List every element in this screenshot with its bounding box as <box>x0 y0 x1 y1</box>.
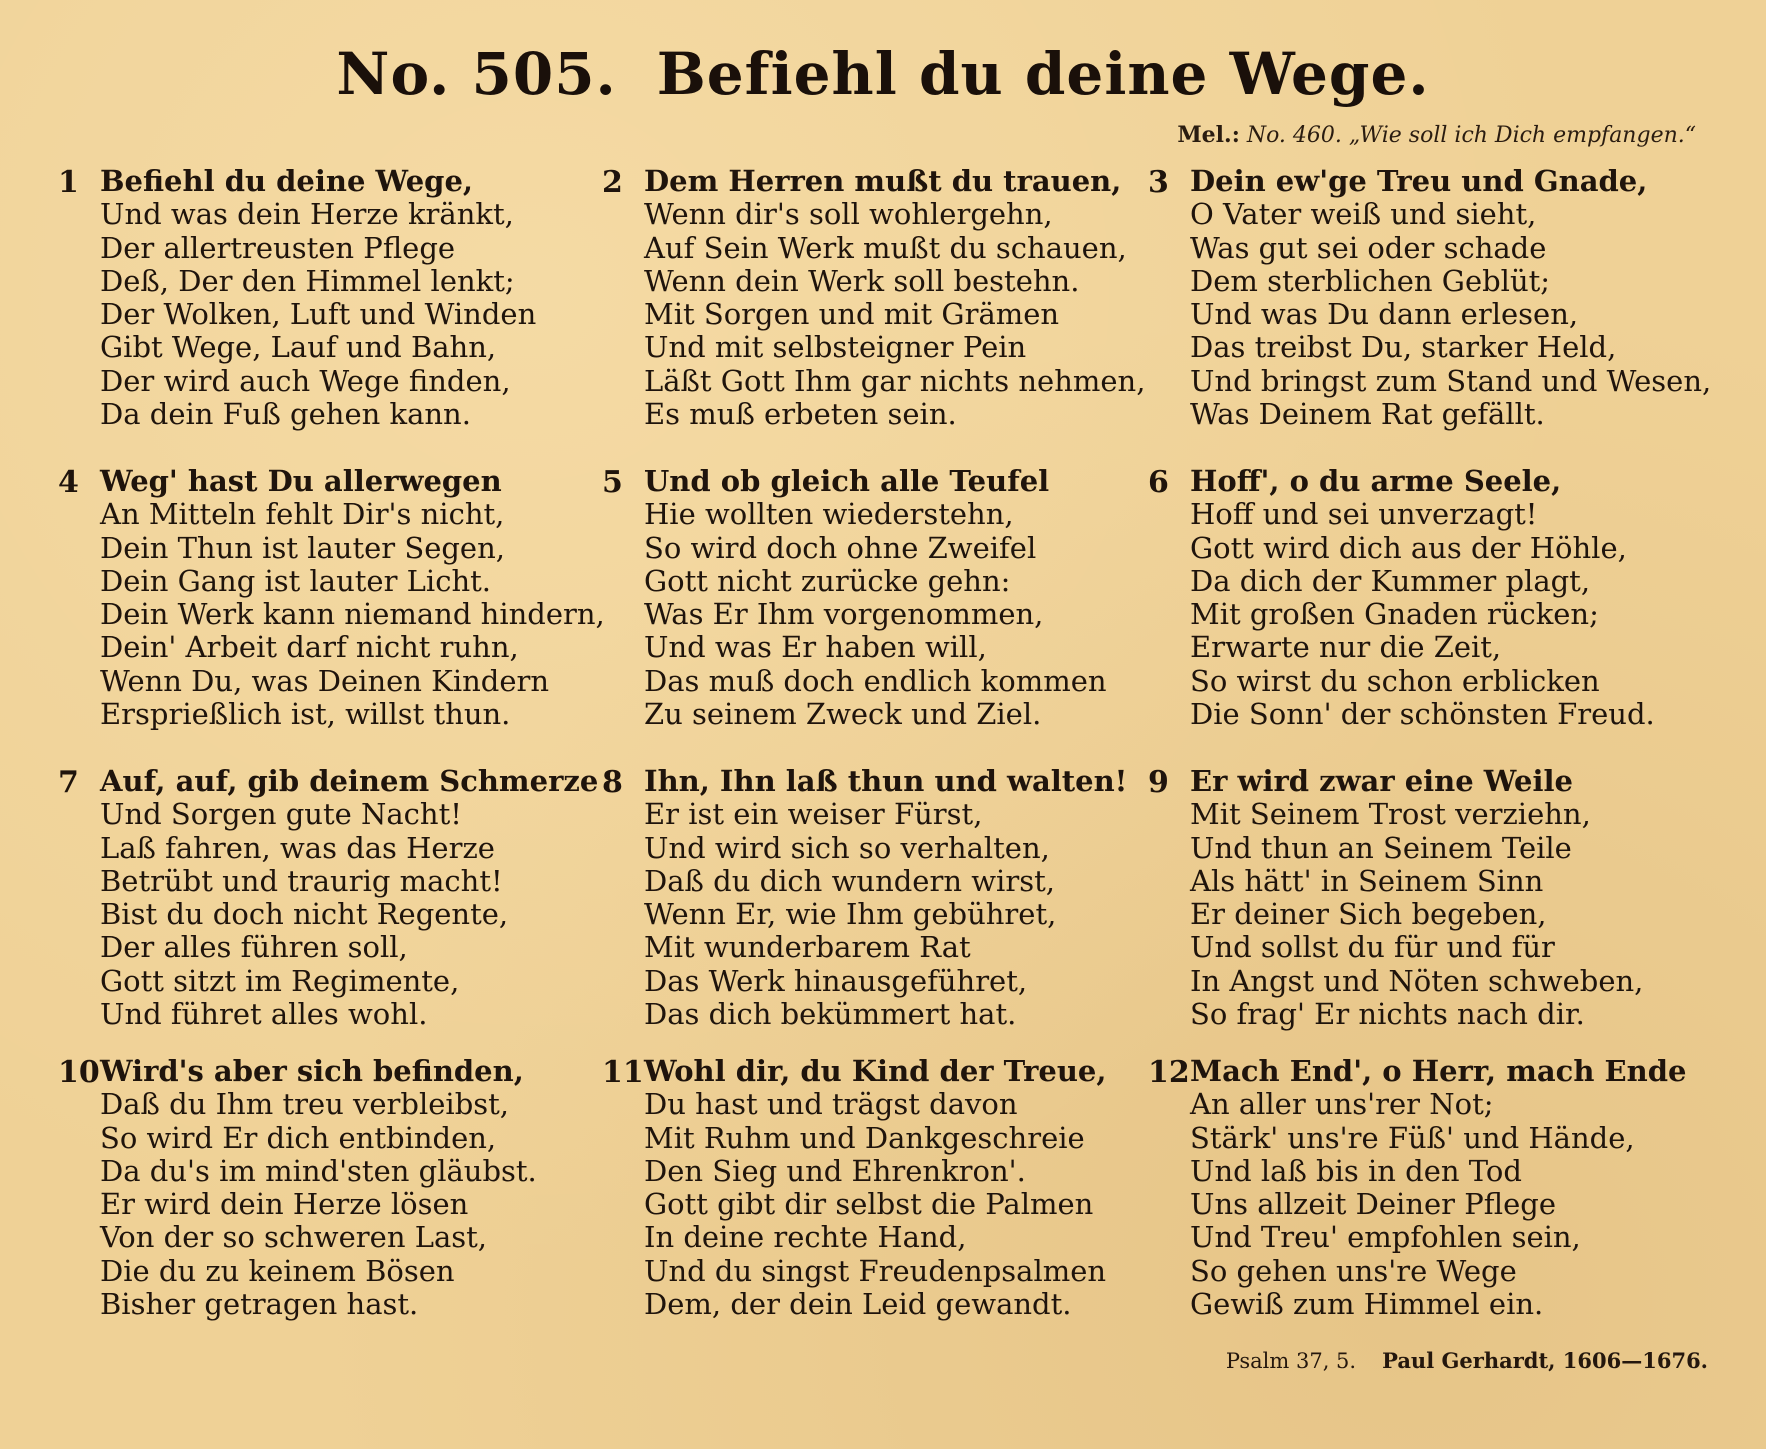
verse-line: Ihn, Ihn laß thun und walten! <box>644 764 1128 798</box>
verse-number: 7 <box>58 765 79 800</box>
verse-line: Und bringst zum Stand und Wesen, <box>1190 363 1712 398</box>
verse-line: Ersprießlich ist, willst thun. <box>100 697 511 732</box>
verse-number: 11 <box>602 1055 644 1090</box>
melody-reference <box>1177 122 1696 148</box>
verse-line: Gott sitzt im Regimente, <box>100 963 460 998</box>
verse-line: Er wird zwar eine Weile <box>1190 764 1573 798</box>
verse-line: Dein Thun ist lauter Segen, <box>100 530 505 565</box>
verse-line: Betrübt und traurig macht! <box>100 863 503 898</box>
verse-line: Gott nicht zurücke gehn: <box>644 563 1011 598</box>
verse-line: Mit großen Gnaden rücken; <box>1190 597 1599 632</box>
melody-label: Mel.: <box>1177 122 1240 148</box>
verse-number: 8 <box>602 765 623 800</box>
verse-line: Er deiner Sich begeben, <box>1190 897 1547 932</box>
verse-line: Auf, auf, gib deinem Schmerze <box>100 764 599 798</box>
verse-line: Der Wolken, Luft und Winden <box>100 297 537 332</box>
author-credit: Paul Gerhardt, 1606—1676. <box>1382 1348 1708 1373</box>
verse-line: Zu seinem Zweck und Ziel. <box>644 697 1042 732</box>
verse-line: Gott wird dich aus der Höhle, <box>1190 530 1627 565</box>
verse-line: Bisher getragen hast. <box>100 1287 419 1322</box>
verse-line: Das dich bekümmert hat. <box>644 997 1017 1032</box>
verse-line: Und was Er haben will, <box>644 630 987 665</box>
verse-line: Das muß doch endlich kommen <box>644 663 1107 698</box>
verse-line: Mach End', o Herr, mach Ende <box>1190 1054 1687 1088</box>
verse-line: Laß fahren, was das Herze <box>100 830 495 865</box>
verse-lines <box>100 1055 537 1321</box>
hymn-title <box>0 40 1766 108</box>
verse-line: Der wird auch Wege finden, <box>100 363 511 398</box>
verse-line: Mit wunderbarem Rat <box>644 930 971 965</box>
verse-line: Dem Herren mußt du trauen, <box>644 164 1122 198</box>
verse-lines <box>1190 465 1655 731</box>
verse-line: So wird Er dich entbinden, <box>100 1120 497 1155</box>
verse-line: Gibt Wege, Lauf und Bahn, <box>100 330 497 365</box>
verse-line: Auf Sein Werk mußt du schauen, <box>644 230 1127 265</box>
verse-number: 12 <box>1148 1055 1190 1090</box>
verse-lines <box>644 465 1107 731</box>
verse-number: 6 <box>1148 465 1169 500</box>
verse-line: Dein Werk kann niemand hindern, <box>100 597 605 632</box>
verse-lines <box>100 165 536 431</box>
verse-line: Da dein Fuß gehen kann. <box>100 397 471 432</box>
verse-line: Erwarte nur die Zeit, <box>1190 630 1502 665</box>
verse-line: An aller uns'rer Not; <box>1190 1087 1494 1122</box>
hymn-number: No. 505. <box>336 40 617 108</box>
verse-lines <box>1190 765 1643 1031</box>
verse-line: So wirst du schon erblicken <box>1190 663 1600 698</box>
verse-line: Und Sorgen gute Nacht! <box>100 797 462 832</box>
verse-line: Wird's aber sich befinden, <box>100 1054 524 1088</box>
verse-line: In Angst und Nöten schweben, <box>1190 963 1644 998</box>
verse-line: Daß du Ihm treu verbleibst, <box>100 1087 510 1122</box>
scripture-reference: Psalm 37, 5. <box>1225 1349 1357 1373</box>
verse-line: So gehen uns're Wege <box>1190 1253 1517 1288</box>
verse-line: Befiehl du deine Wege, <box>100 164 474 198</box>
verse-line: Es muß erbeten sein. <box>644 397 957 432</box>
verse-line: Und mit selbsteigner Pein <box>644 330 1027 365</box>
verse-line: Läßt Gott Ihm gar nichts nehmen, <box>644 363 1146 398</box>
verse-line: Mit Seinem Trost verziehn, <box>1190 797 1591 832</box>
verse-line: In deine rechte Hand, <box>644 1220 967 1255</box>
verse-line: Dein Gang ist lauter Licht. <box>100 563 491 598</box>
verse-line: Da dich der Kummer plagt, <box>1190 563 1591 598</box>
verse-line: O Vater weiß und sieht, <box>1190 197 1537 232</box>
verse-line: Er ist ein weiser Fürst, <box>644 797 983 832</box>
verse-line: Du hast und trägst davon <box>644 1087 1018 1122</box>
verse-lines <box>644 765 1127 1031</box>
verse-line: Als hätt' in Seinem Sinn <box>1190 863 1544 898</box>
verse-line: Und wird sich so verhalten, <box>644 830 1050 865</box>
verse-line: Wenn dein Werk soll bestehn. <box>644 263 1080 298</box>
hymn-name: Befiehl du deine Wege. <box>656 40 1430 108</box>
verse-line: Der alles führen soll, <box>100 930 408 965</box>
attribution <box>1226 1348 1708 1373</box>
verse-line: Und thun an Seinem Teile <box>1190 830 1572 865</box>
verse-line: Weg' hast Du allerwegen <box>100 464 502 498</box>
verse-line: Stärk' uns're Füß' und Hände, <box>1190 1120 1635 1155</box>
verse-line: Was gut sei oder schade <box>1190 230 1547 265</box>
verse-number: 5 <box>602 465 623 500</box>
verse-line: Und du singst Freudenpsalmen <box>644 1253 1107 1288</box>
verse-number: 2 <box>602 165 623 200</box>
verse-line: Von der so schweren Last, <box>100 1220 488 1255</box>
verse-line: So wird doch ohne Zweifel <box>644 530 1037 565</box>
verse-line: Die Sonn' der schönsten Freud. <box>1190 697 1655 732</box>
melody-tune: „Wie soll ich Dich empfangen.“ <box>1348 123 1696 148</box>
verse-lines <box>644 165 1145 431</box>
verse-line: Deß, Der den Himmel lenkt; <box>100 263 515 298</box>
verse-line: Und sollst du für und für <box>1190 930 1555 965</box>
verse-line: Und was dein Herze kränkt, <box>100 197 514 232</box>
verse-number: 9 <box>1148 765 1169 800</box>
verse-line: So frag' Er nichts nach dir. <box>1190 997 1585 1032</box>
verse-line: Wohl dir, du Kind der Treue, <box>644 1054 1107 1088</box>
verse-line: Der allertreusten Pflege <box>100 230 456 265</box>
verse-line: An Mitteln fehlt Dir's nicht, <box>100 497 505 532</box>
verse-line: Das treibst Du, starker Held, <box>1190 330 1617 365</box>
verse-line: Bist du doch nicht Regente, <box>100 897 509 932</box>
verse-line: Uns allzeit Deiner Pflege <box>1190 1187 1556 1222</box>
verse-lines <box>644 1055 1106 1321</box>
verse-line: Mit Sorgen und mit Grämen <box>644 297 1060 332</box>
verse-lines <box>1190 1055 1686 1321</box>
verse-line: Hoff', o du arme Seele, <box>1190 464 1562 498</box>
verse-line: Dein' Arbeit darf nicht ruhn, <box>100 630 519 665</box>
verse-line: Den Sieg und Ehrenkron'. <box>644 1153 1026 1188</box>
verse-line: Und was Du dann erlesen, <box>1190 297 1579 332</box>
melody-number: No. 460. <box>1246 123 1342 148</box>
verse-line: Und führet alles wohl. <box>100 997 428 1032</box>
verse-line: Und laß bis in den Tod <box>1190 1153 1522 1188</box>
verse-number: 3 <box>1148 165 1169 200</box>
verse-line: Dem, der dein Leid gewandt. <box>644 1287 1072 1322</box>
verse-number: 1 <box>58 165 79 200</box>
verse-lines <box>100 465 605 731</box>
verse-line: Und ob gleich alle Teufel <box>644 464 1050 498</box>
verse-line: Das Werk hinausgeführet, <box>644 963 1028 998</box>
verse-line: Wenn Du, was Deinen Kindern <box>100 663 550 698</box>
verse-line: Hoff und sei unverzagt! <box>1190 497 1538 532</box>
verse-number: 4 <box>58 465 79 500</box>
verse-line: Und Treu' empfohlen sein, <box>1190 1220 1581 1255</box>
verse-lines <box>100 765 598 1031</box>
verse-line: Dein ew'ge Treu und Gnade, <box>1190 164 1648 198</box>
verse-line: Daß du dich wundern wirst, <box>644 863 1055 898</box>
verse-line: Gewiß zum Himmel ein. <box>1190 1287 1544 1322</box>
verse-line: Die du zu keinem Bösen <box>100 1253 455 1288</box>
verse-line: Wenn dir's soll wohlergehn, <box>644 197 1053 232</box>
verse-line: Was Deinem Rat gefällt. <box>1190 397 1545 432</box>
verse-line: Hie wollten wiederstehn, <box>644 497 1014 532</box>
verse-line: Dem sterblichen Geblüt; <box>1190 263 1551 298</box>
verse-line: Da du's im mind'sten gläubst. <box>100 1153 537 1188</box>
verse-line: Gott gibt dir selbst die Palmen <box>644 1187 1094 1222</box>
verse-line: Was Er Ihm vorgenommen, <box>644 597 1044 632</box>
verse-number: 10 <box>58 1055 100 1090</box>
verse-line: Er wird dein Herze lösen <box>100 1187 469 1222</box>
verse-lines <box>1190 165 1711 431</box>
verse-line: Wenn Er, wie Ihm gebühret, <box>644 897 1057 932</box>
verse-line: Mit Ruhm und Dankgeschreie <box>644 1120 1085 1155</box>
